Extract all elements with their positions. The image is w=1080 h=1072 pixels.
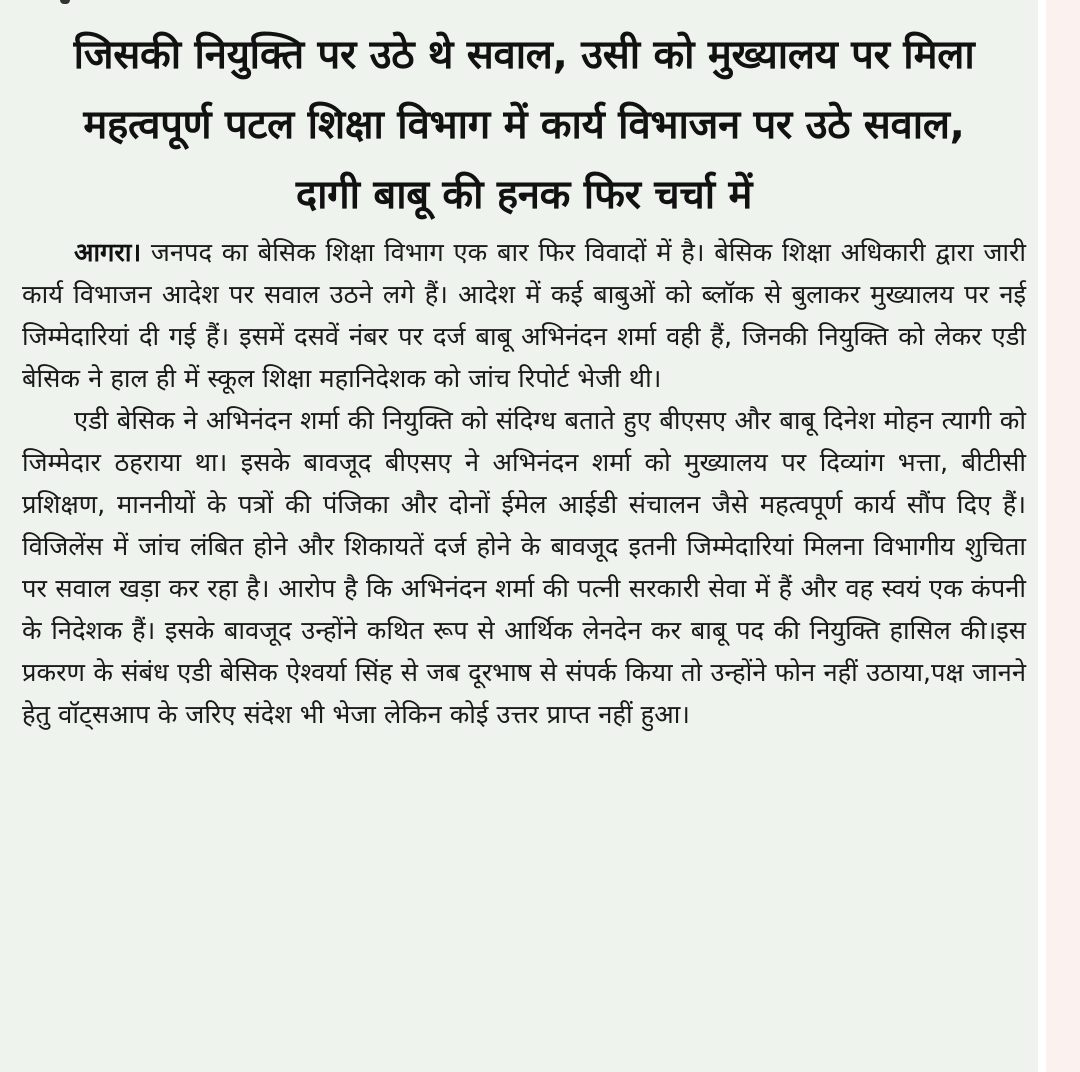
paragraph-2: एडी बेसिक ने अभिनंदन शर्मा की नियुक्ति को संदिग्ध बताते हुए बीएसए और बाबू दिनेश मोहन त्यागी को जिम्मेदार ठहराया था। इसके बावजूद बीएसए ने अभिनंदन शर्मा को मुख्यालय पर दिव्यांग भत्ता, बीटीसी प्रशिक्षण, माननीयों के पत्रों की पंजिका और दोनों ईमेल आईडी संचालन जैसे महत्वपूर्ण कार्य सौंप दिए हैं। विजिलेंस में जांच लंबित होने और शिकायतें दर्ज होने के बावजूद इतनी जिम्मेदारियां मिलना विभागीय शुचिता पर सवाल खड़ा कर रहा है। आरोप है कि अभिनंदन शर्मा की पत्नी सरकारी सेवा में हैं और वह स्वयं एक कंपनी के निदेशक हैं। इसके बावजूद उन्होंने कथित रूप से आर्थिक लेनदेन कर बाबू पद की नियुक्ति हासिल की।इस प्रकरण के संबंध एडी बेसिक ऐश्वर्या सिंह से जब दूरभाष से संपर्क किया तो उन्होंने फोन नहीं उठाया,पक्ष जानने हेतु वॉट्सआप के जरिए संदेश भी भेजा लेकिन कोई उत्तर प्राप्त नहीं हुआ।: [22, 406, 1026, 730]
paragraph-1-text: जनपद का बेसिक शिक्षा विभाग एक बार फिर विवादों में है। बेसिक शिक्षा अधिकारी द्वारा जारी कार्य विभाजन आदेश पर सवाल उठने लगे हैं। आदेश में कई बाबुओं को ब्लॉक से बुलाकर मुख्यालय पर नई जिम्मेदारियां दी गई हैं। इसमें दसवें नंबर पर दर्ज बाबू अभिनंदन शर्मा वही हैं, जिनकी नियुक्ति को लेकर एडी बेसिक ने हाल ही में स्कूल शिक्षा महानिदेशक को जांच रिपोर्ट भेजी थी।: [22, 238, 1026, 394]
headline: [14, 20, 1034, 230]
headline-line-2: महत्वपूर्ण पटल शिक्षा विभाग में कार्य विभाजन पर उठे सवाल,: [83, 102, 965, 148]
dateline: आगरा।: [74, 238, 142, 268]
headline-line-1: जिसकी नियुक्ति पर उठे थे सवाल, उसी को मुख्यालय पर मिला: [73, 32, 975, 78]
article-body: [22, 232, 1026, 736]
right-margin: [1046, 0, 1080, 1072]
headline-line-3: दागी बाबू की हनक फिर चर्चा में: [295, 172, 753, 218]
clipping-edge: [1038, 0, 1046, 1072]
previous-column-fragment: [60, 0, 70, 4]
paragraph-1: [22, 232, 1026, 400]
